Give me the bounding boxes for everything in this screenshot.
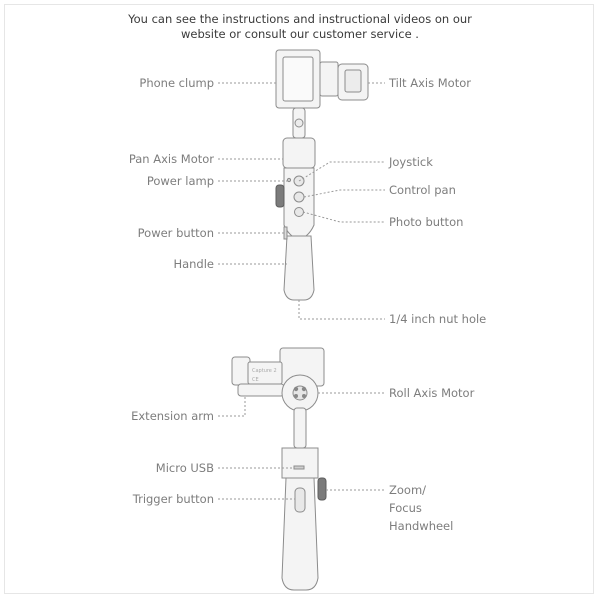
label-pan-axis-motor: Pan Axis Motor [128, 152, 214, 166]
label-nut-hole: 1/4 inch nut hole [389, 312, 487, 326]
label-power-button: Power button [137, 226, 214, 240]
model-mark: Capture 2 [252, 368, 277, 374]
tilt-motor-shape [320, 62, 338, 96]
label-trigger-button: Trigger button [132, 492, 214, 506]
label-control-pan: Control pan [389, 183, 456, 197]
trigger-shape [295, 488, 305, 512]
intro-line-1: You can see the instructions and instructional videos on our [128, 12, 472, 26]
label-joystick: Joystick [389, 155, 433, 169]
photo-button-shape [295, 208, 304, 217]
label-handle: Handle [173, 257, 214, 271]
label-tilt-axis-motor: Tilt Axis Motor [389, 76, 471, 90]
extension-arm-shape [238, 384, 284, 396]
power-button-shape [284, 227, 287, 239]
pan-motor-shape [283, 138, 315, 168]
handle-shape [284, 236, 314, 300]
back-body [282, 448, 318, 478]
label-zoom-line-1: Zoom/ [389, 483, 427, 497]
intro-line-2: website or consult our customer service . [181, 27, 419, 41]
label-micro-usb: Micro USB [155, 461, 214, 475]
control-pad-shape [294, 192, 304, 202]
side-wheel-top [276, 185, 284, 207]
leader-photo-button [303, 212, 385, 222]
label-extension-arm: Extension arm [131, 409, 214, 423]
zoom-wheel-shape [318, 478, 326, 500]
label-zoom-line-2: Focus [389, 501, 422, 515]
label-phone-clamp: Phone clump [139, 76, 214, 90]
leader-control-pan [304, 190, 385, 197]
gimbal-back-view [232, 348, 326, 590]
label-photo-button: Photo button [389, 215, 464, 229]
label-power-lamp: Power lamp [146, 174, 214, 188]
label-roll-axis-motor: Roll Axis Motor [389, 386, 475, 400]
gimbal-front-view [276, 50, 368, 300]
ce-mark: CE [252, 377, 259, 383]
tilt-motor-back [232, 357, 250, 385]
leader-extension-arm [218, 396, 245, 416]
leader-nut-hole [299, 300, 385, 319]
label-zoom-line-3: Handwheel [389, 519, 454, 533]
vertical-arm [294, 408, 306, 448]
usb-port-shape [294, 466, 304, 469]
